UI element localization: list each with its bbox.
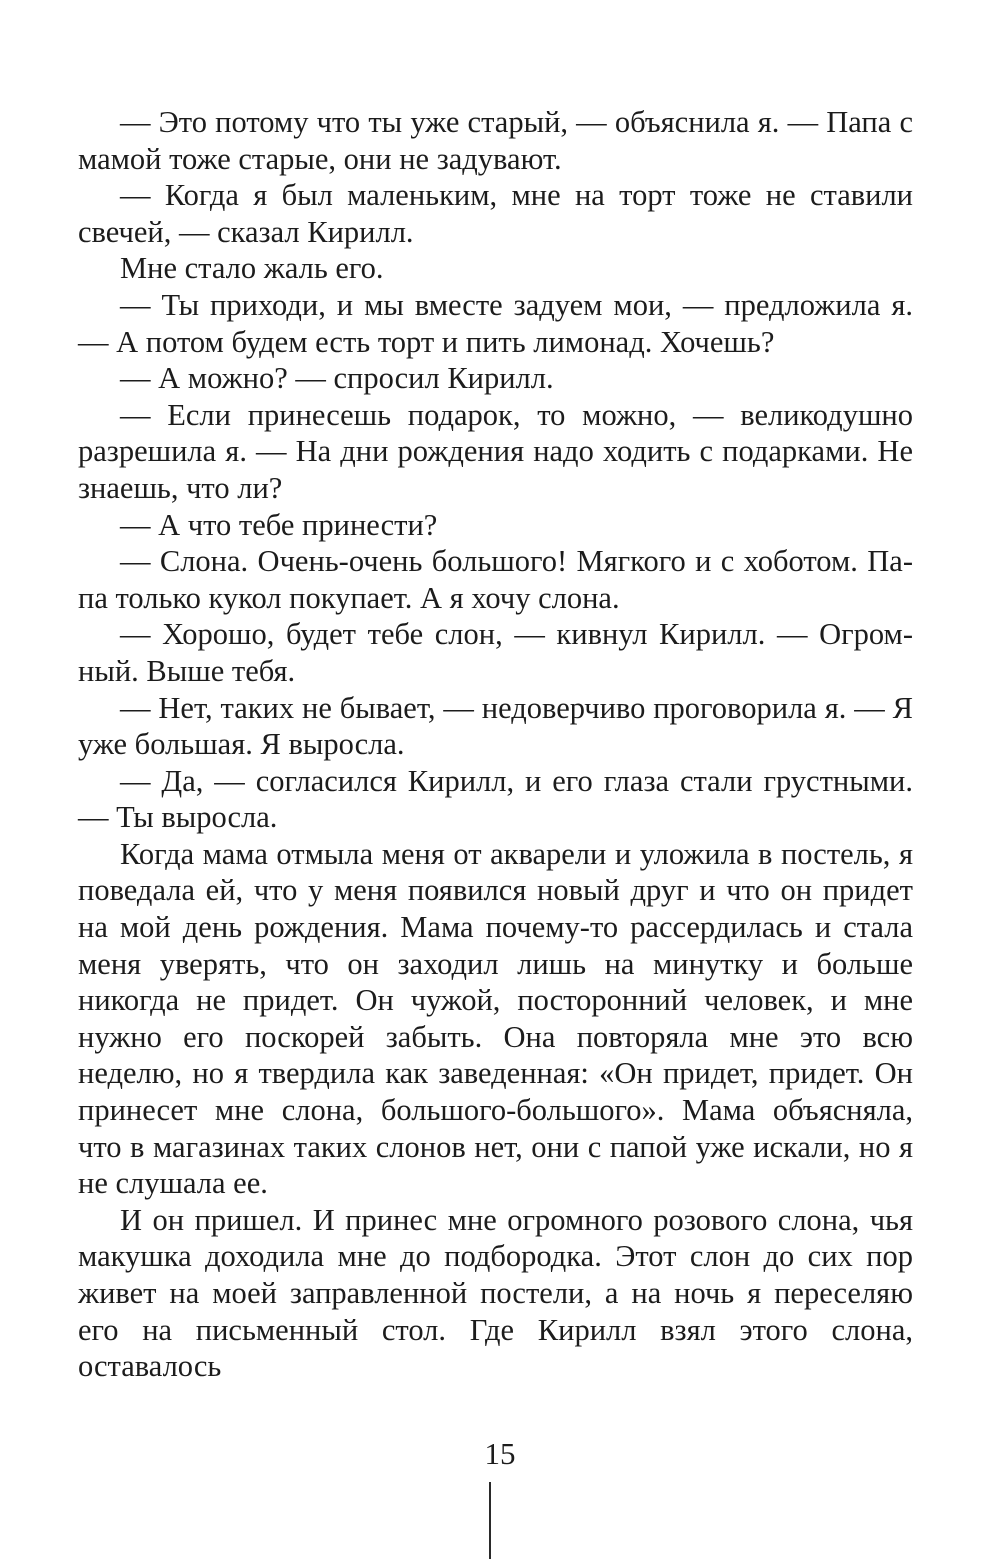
paragraph-13: И он пришел. И принес мне огромного розового слона, чья макушка доходила мне до подбородка. Этот слон до сих пор живет на моей заправленной постели, а на ночь я переселяю его на письменный стол. Где Кирилл взял этого слона, оставалось (78, 1202, 913, 1384)
paragraph-6: — Если принесешь подарок, то можно, — великодушно разрешила я. — На дни рождения надо ходить с подарками. Не знаешь, что ли? (78, 397, 913, 505)
body-text (78, 104, 913, 1385)
page-number-rule (489, 1482, 491, 1559)
paragraph-2: — Когда я был маленьким, мне на торт тоже не ставили свечей, — сказал Кирилл. (78, 178, 913, 249)
paragraph-12: Когда мама отмыла меня от акварели и уложила в постель, я поведала ей, что у меня появился новый друг и что он придет на мой день рождения. Мама почему-то рассердилась и стала меня уверять, что он заходил лишь на минутку и больше никогда не придет. Он чужой, посторонний человек, и мне нужно его поскорей забыть. Она повторяла мне это всю неделю, но я твердила как заведенная: «Он придет, придет. Он принесет мне слона, большого-большого». Мама объясняла, что в магазинах таких слонов нет, они с папой уже искали, но я не слушала ее. (78, 836, 913, 1201)
paragraph-1: — Это потому что ты уже старый, — объяснила я. — Папа с мамой тоже старые, они не задувают. (78, 105, 913, 176)
page-number: 15 (484, 1436, 516, 1471)
paragraph-11: — Да, — согласился Кирилл, и его глаза стали грустными. — Ты выросла. (78, 763, 913, 835)
paragraph-10: — Нет, таких не бывает, — недоверчиво проговорила я. — Я уже большая. Я выросла. (78, 690, 913, 762)
paragraph-5: — А можно? — спросил Кирилл. (120, 361, 554, 396)
paragraph-3: Мне стало жаль его. (120, 251, 384, 286)
paragraph-7: — А что тебе принести? (120, 507, 438, 542)
paragraph-4: — Ты приходи, и мы вместе задуем мои, — предложила я. — А потом будем есть торт и пить лимонад. Хочешь? (78, 287, 913, 359)
paragraph-9: — Хорошо, будет тебе слон, — кивнул Кирилл. — Огромный. Выше тебя. (78, 617, 913, 688)
paragraph-8: — Слона. Очень-очень большого! Мягкого и с хоботом. Папа только кукол покупает. А я хочу слона. (78, 544, 913, 615)
